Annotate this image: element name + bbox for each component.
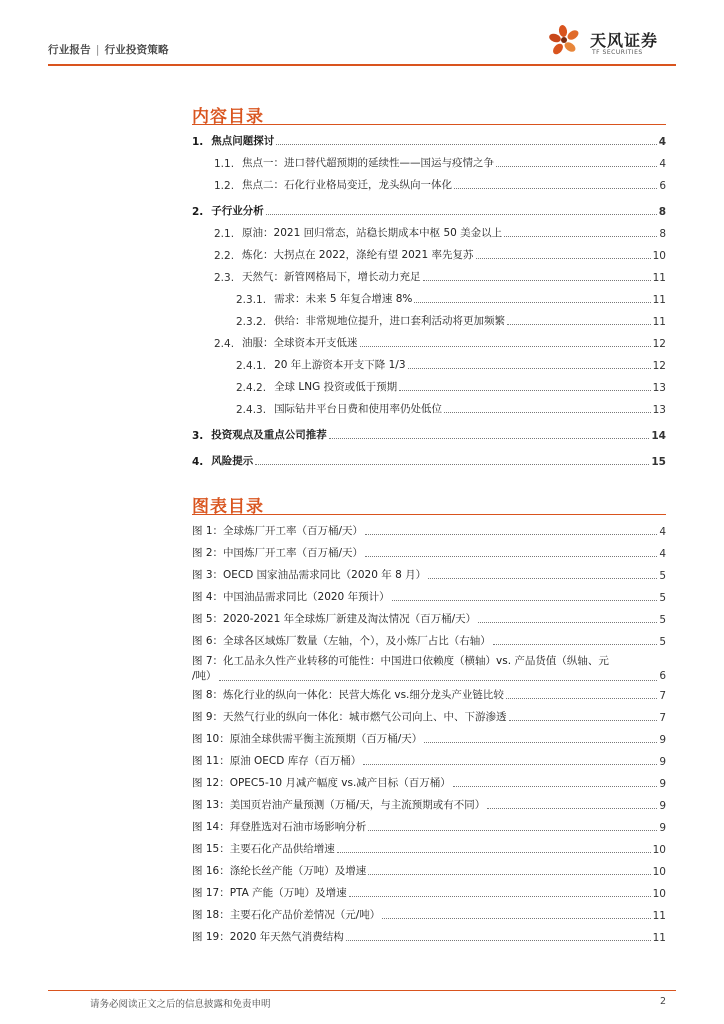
toc-entry-level-2[interactable] [192, 170, 666, 192]
figure-entry-page: 10 [652, 866, 666, 878]
toc-dot-leader [408, 368, 651, 369]
figures-title-divider [192, 514, 666, 515]
figure-entry-title: 图 13：美国页岩油产量预测（万桶/天，与主流预期或有不同） [192, 799, 486, 811]
toc-entry-title: 风险提示 [211, 455, 254, 467]
toc-entry-level-2[interactable] [192, 328, 666, 350]
figure-entry[interactable] [192, 834, 666, 856]
toc-entry-number: 2.4.2. [236, 382, 267, 394]
toc-entry-level-2[interactable] [192, 262, 666, 284]
logo-chinese-name: 天风证券 [590, 31, 659, 50]
figure-entry[interactable] [192, 724, 666, 746]
toc-entry-level-1[interactable] [192, 196, 666, 218]
toc-entry-title: 需求：未来 5 年复合增速 8% [274, 293, 413, 305]
toc-entry-page: 12 [652, 338, 666, 350]
figure-entry-title-cont: /吨） [192, 670, 217, 682]
toc-dot-leader [266, 214, 657, 215]
toc-entry-number: 4. [192, 456, 204, 468]
list-of-figures [192, 516, 666, 944]
figure-dot-leader [453, 786, 658, 787]
figure-dot-leader [392, 600, 658, 601]
toc-title: 内容目录 [192, 107, 264, 127]
figure-entry-title: 图 9：天然气行业的纵向一体化：城市燃气公司向上、中、下游渗透 [192, 711, 507, 723]
page-header [48, 20, 676, 66]
table-of-contents [192, 126, 666, 468]
toc-dot-leader [329, 438, 650, 439]
figure-entry-title: 图 17：PTA 产能（万吨）及增速 [192, 887, 347, 899]
figure-dot-leader [368, 830, 657, 831]
toc-entry-level-1[interactable] [192, 420, 666, 442]
toc-entry-title: 20 年上游资本开支下降 1/3 [274, 359, 406, 371]
toc-entry-number: 2.4.3. [236, 404, 267, 416]
toc-entry-page: 4 [659, 158, 666, 170]
toc-entry-level-2[interactable] [192, 240, 666, 262]
toc-entry-page: 4 [658, 136, 666, 148]
figure-dot-leader [509, 720, 658, 721]
figure-entry[interactable] [192, 790, 666, 812]
toc-entry-level-3[interactable] [192, 394, 666, 416]
figure-dot-leader [365, 534, 657, 535]
toc-entry-number: 2.4. [214, 338, 235, 350]
figure-entry-title: 图 5：2020-2021 年全球炼厂新建及淘汰情况（百万桶/天） [192, 613, 477, 625]
toc-entry-number: 2.3.1. [236, 294, 267, 306]
toc-dot-leader [360, 346, 651, 347]
figure-entry-page: 10 [652, 888, 666, 900]
figure-dot-leader [346, 940, 651, 941]
header-divider [48, 64, 676, 66]
figure-entry[interactable] [192, 768, 666, 790]
toc-entry-level-3[interactable] [192, 284, 666, 306]
toc-entry-title: 子行业分析 [211, 205, 264, 217]
toc-dot-leader [496, 166, 657, 167]
figure-entry-title: 图 2：中国炼厂开工率（百万桶/天） [192, 547, 364, 559]
toc-entry-number: 2.2. [214, 250, 235, 262]
figure-dot-leader [487, 808, 657, 809]
figure-entry-page: 9 [659, 822, 666, 834]
toc-entry-number: 3. [192, 430, 204, 442]
toc-entry-title: 焦点问题探讨 [211, 135, 275, 147]
toc-entry-level-2[interactable] [192, 218, 666, 240]
toc-entry-page: 15 [651, 456, 666, 468]
figure-entry-title: 图 16：涤纶长丝产能（万吨）及增速 [192, 865, 367, 877]
figure-entry-title: 图 8：炼化行业的纵向一体化：民营大炼化 vs.细分龙头产业链比较 [192, 689, 504, 701]
figure-entry[interactable] [192, 878, 666, 900]
toc-dot-leader [255, 464, 649, 465]
toc-entry-page: 11 [652, 272, 666, 284]
figure-entry[interactable] [192, 538, 666, 560]
toc-entry-title: 焦点一：进口替代超预期的延续性——国运与疫情之争 [242, 157, 495, 169]
figure-entry-title: 图 1：全球炼厂开工率（百万桶/天） [192, 525, 364, 537]
figure-entry-title: 图 12：OPEC5-10 月减产幅度 vs.减产目标（百万桶） [192, 777, 451, 789]
figure-dot-leader [365, 556, 657, 557]
figure-dot-leader [363, 764, 657, 765]
toc-entry-level-2[interactable] [192, 148, 666, 170]
figure-entry-title: 图 14：拜登胜选对石油市场影响分析 [192, 821, 367, 833]
toc-entry-number: 2.1. [214, 228, 235, 240]
toc-entry-level-3[interactable] [192, 306, 666, 328]
figure-entry-page: 5 [659, 592, 666, 604]
breadcrumb-report-category: 行业投资策略 [104, 44, 169, 56]
figure-entry[interactable] [192, 560, 666, 582]
figure-dot-leader [382, 918, 650, 919]
company-logo [546, 22, 676, 60]
figure-dot-leader [337, 852, 651, 853]
figure-dot-leader [349, 896, 651, 897]
toc-entry-title: 油服：全球资本开支低迷 [242, 337, 358, 349]
toc-entry-page: 8 [658, 206, 666, 218]
figure-entry[interactable] [192, 900, 666, 922]
breadcrumb-separator: | [95, 44, 100, 56]
figure-entry-title: 图 19：2020 年天然气消费结构 [192, 931, 344, 943]
figure-entry-page: 5 [659, 614, 666, 626]
toc-entry-title: 炼化：大拐点在 2022，涤纶有望 2021 率先复苏 [242, 249, 474, 261]
figure-entry-page: 9 [659, 756, 666, 768]
figure-entry-title: 图 7：化工品永久性产业转移的可能性：中国进口依赖度（横轴）vs. 产品货值（纵轴、元 [192, 655, 609, 667]
toc-entry-page: 11 [652, 294, 666, 306]
figure-entry[interactable] [192, 922, 666, 944]
figure-entry-page: 5 [659, 570, 666, 582]
figure-dot-leader [506, 698, 657, 699]
figure-entry-page: 11 [652, 910, 666, 922]
toc-dot-leader [276, 144, 656, 145]
toc-entry-title: 全球 LNG 投资或低于预期 [274, 381, 398, 393]
figure-entry[interactable] [192, 702, 666, 724]
toc-entry-title: 天然气：新管网格局下，增长动力充足 [242, 271, 421, 283]
logo-english-name: TF SECURITIES [592, 49, 643, 56]
toc-entry-level-1[interactable] [192, 126, 666, 148]
figure-dot-leader [478, 622, 657, 623]
page-number: 2 [659, 996, 666, 1007]
toc-dot-leader [454, 188, 657, 189]
toc-dot-leader [444, 412, 651, 413]
toc-dot-leader [399, 390, 651, 391]
figure-entry[interactable] [192, 856, 666, 878]
toc-entry-page: 8 [659, 228, 666, 240]
toc-title-divider [192, 124, 666, 125]
toc-entry-number: 2.3. [214, 272, 235, 284]
figure-entry[interactable] [192, 604, 666, 626]
figure-entry-page: 9 [659, 800, 666, 812]
figure-dot-leader [493, 644, 658, 645]
toc-entry-page: 13 [652, 382, 666, 394]
figure-entry[interactable] [192, 582, 666, 604]
toc-dot-leader [423, 280, 651, 281]
figure-entry-title: 图 6：全球各区域炼厂数量（左轴，个），及小炼厂占比（右轴） [192, 635, 491, 647]
figure-entry-page: 4 [659, 548, 666, 560]
figure-entry-page: 4 [659, 526, 666, 538]
toc-entry-title: 焦点二：石化行业格局变迁，龙头纵向一体化 [242, 179, 453, 191]
figure-entry-page: 5 [659, 636, 666, 648]
figure-entry[interactable] [192, 648, 666, 680]
breadcrumb-report-type: 行业报告 [48, 44, 91, 56]
figure-entry-title: 图 10：原油全球供需平衡主流预期（百万桶/天） [192, 733, 423, 745]
figure-dot-leader [368, 874, 650, 875]
toc-entry-title: 原油：2021 回归常态，站稳长期成本中枢 50 美金以上 [242, 227, 503, 239]
figure-dot-leader [424, 742, 657, 743]
figure-entry-page: 7 [659, 712, 666, 724]
toc-entry-title: 供给：非常规地位提升，进口套利活动将更加频繁 [274, 315, 506, 327]
toc-entry-page: 6 [659, 180, 666, 192]
figure-entry-title: 图 11：原油 OECD 库存（百万桶） [192, 755, 362, 767]
figure-entry-page: 11 [652, 932, 666, 944]
toc-entry-page: 11 [652, 316, 666, 328]
footer-disclaimer: 请务必阅读正文之后的信息披露和免责申明 [90, 999, 271, 1010]
toc-dot-leader [476, 258, 651, 259]
toc-dot-leader [414, 302, 650, 303]
toc-entry-number: 2.3.2. [236, 316, 267, 328]
figure-dot-leader [428, 578, 657, 579]
toc-entry-number: 1. [192, 136, 204, 148]
figure-entry-page: 7 [659, 690, 666, 702]
toc-entry-number: 2. [192, 206, 204, 218]
figure-entry[interactable] [192, 626, 666, 648]
toc-entry-level-1[interactable] [192, 446, 666, 468]
figure-entry-title: 图 15：主要石化产品供给增速 [192, 843, 335, 855]
toc-entry-number: 2.4.1. [236, 360, 267, 372]
toc-entry-page: 12 [652, 360, 666, 372]
breadcrumb [48, 42, 169, 57]
toc-dot-leader [507, 324, 651, 325]
toc-entry-title: 国际钻井平台日费和使用率仍处低位 [274, 403, 443, 415]
figure-entry-title: 图 3：OECD 国家油品需求同比（2020 年 8 月） [192, 569, 427, 581]
toc-entry-page: 13 [652, 404, 666, 416]
toc-entry-page: 10 [652, 250, 666, 262]
toc-entry-page: 14 [651, 430, 666, 442]
figure-entry[interactable] [192, 746, 666, 768]
toc-entry-level-3[interactable] [192, 372, 666, 394]
figure-entry-page: 6 [659, 670, 666, 682]
figure-entry[interactable] [192, 516, 666, 538]
figure-entry[interactable] [192, 680, 666, 702]
toc-dot-leader [504, 236, 657, 237]
figure-entry-page: 9 [659, 734, 666, 746]
toc-entry-number: 1.2. [214, 180, 235, 192]
figure-entry[interactable] [192, 812, 666, 834]
toc-entry-level-3[interactable] [192, 350, 666, 372]
figure-entry-page: 10 [652, 844, 666, 856]
figure-entry-title: 图 18：主要石化产品价差情况（元/吨） [192, 909, 381, 921]
figure-entry-title: 图 4：中国油品需求同比（2020 年预计） [192, 591, 390, 603]
toc-entry-number: 1.1. [214, 158, 235, 170]
figures-title: 图表目录 [192, 497, 264, 517]
logo-flower-icon [546, 22, 588, 60]
footer-divider [48, 990, 676, 991]
figure-entry-page: 9 [659, 778, 666, 790]
toc-entry-title: 投资观点及重点公司推荐 [211, 429, 327, 441]
